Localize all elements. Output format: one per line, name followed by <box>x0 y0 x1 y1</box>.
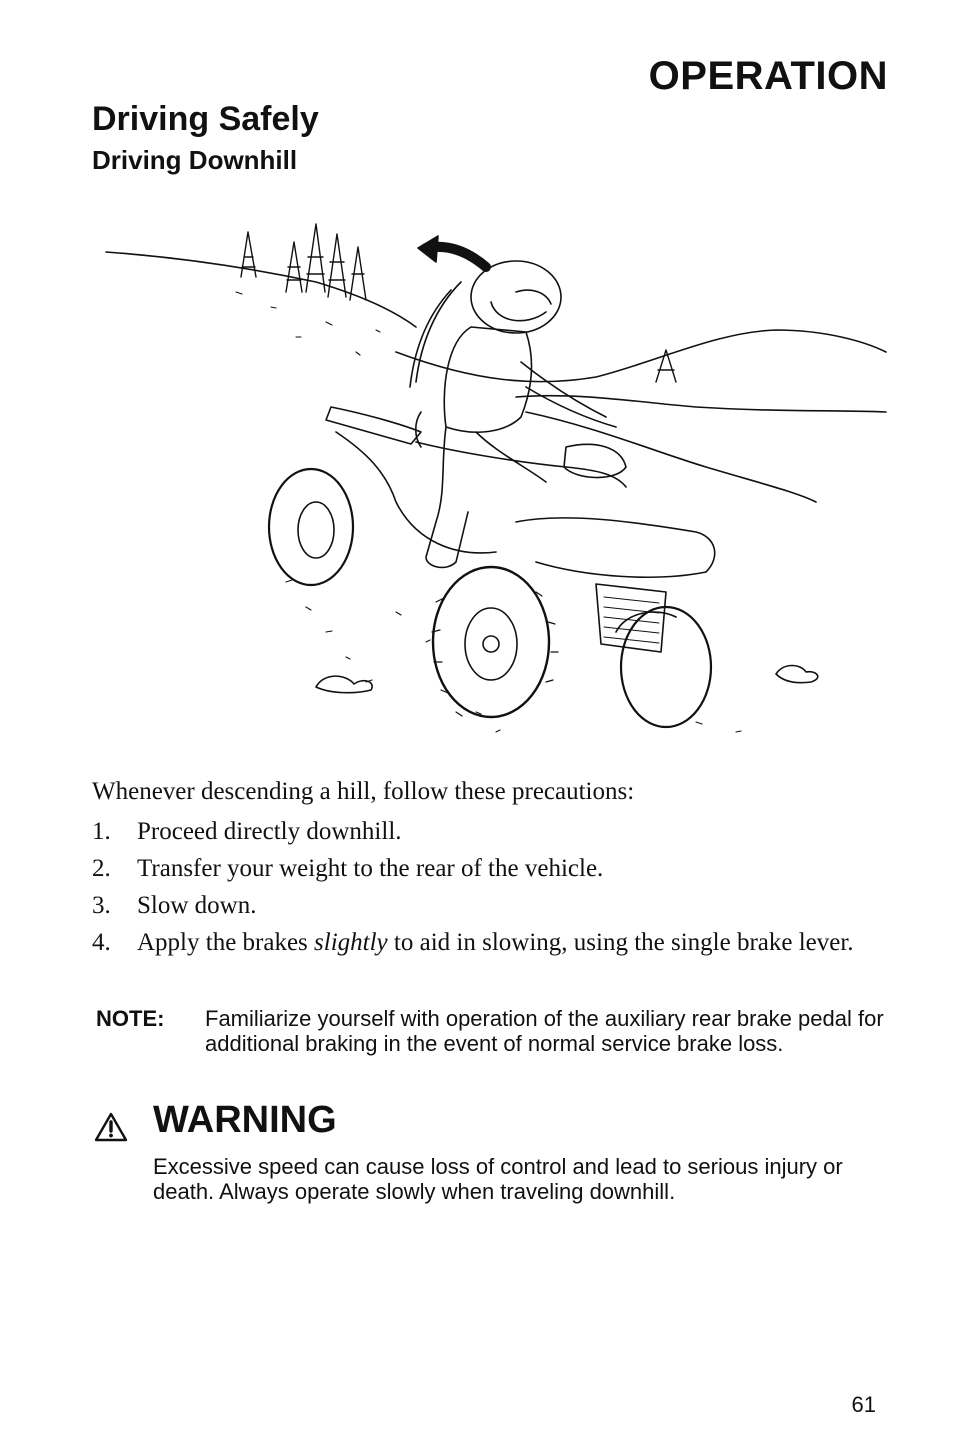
warning-title: WARNING <box>153 1099 337 1141</box>
step-text-emphasis: slightly <box>314 929 388 956</box>
list-item <box>92 929 882 956</box>
list-item <box>92 892 882 919</box>
step-text: Transfer your weight to the rear of the vehicle. <box>137 855 604 882</box>
warning-text: Excessive speed can cause loss of control and lead to serious injury or death. Always operate slowly when traveling downhill. <box>153 1154 843 1204</box>
subheading: Driving Downhill <box>92 145 298 175</box>
section-title: OPERATION <box>648 54 888 98</box>
rocks <box>316 666 818 693</box>
step-number: 3. <box>92 892 111 919</box>
step-number: 2. <box>92 855 111 882</box>
page-heading: Driving Safely <box>92 100 319 138</box>
step-number: 4. <box>92 929 111 956</box>
step-text-before: Apply the brakes <box>137 929 315 956</box>
step-text-after: to aid in slowing, using the single brake lever. <box>387 929 854 956</box>
ground-texture <box>236 292 741 732</box>
step-text: Proceed directly downhill. <box>137 818 402 845</box>
intro-text: Whenever descending a hill, follow these precautions: <box>92 778 635 805</box>
warning-triangle-icon <box>94 1112 128 1142</box>
note-block <box>96 1006 896 1056</box>
precautions-list <box>92 818 882 966</box>
atv-downhill-illustration <box>96 212 896 757</box>
weight-shift-arrow <box>410 236 486 447</box>
note-text: Familiarize yourself with operation of the auxiliary rear brake pedal for additional braking in the event of normal service brake loss. <box>205 1006 884 1056</box>
list-item <box>92 855 882 882</box>
note-label: NOTE: <box>96 1006 165 1031</box>
page-number: 61 <box>851 1392 876 1417</box>
step-text: Slow down. <box>137 892 257 919</box>
step-text <box>137 929 854 956</box>
list-item <box>92 818 882 845</box>
step-number: 1. <box>92 818 111 845</box>
atv <box>269 407 715 727</box>
